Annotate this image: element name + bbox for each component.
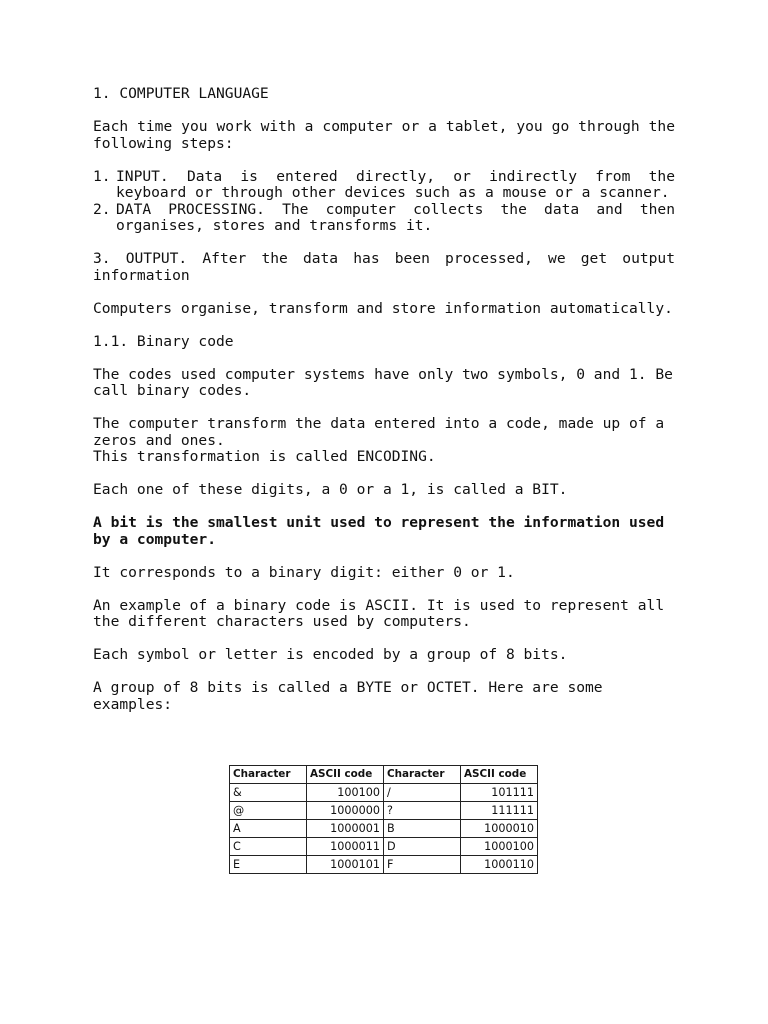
section-heading: 1. COMPUTER LANGUAGE [93, 85, 269, 102]
column-header: ASCII code [307, 766, 384, 784]
steps-list [93, 169, 675, 235]
table-cell: A [230, 820, 307, 838]
table-cell: B [384, 820, 461, 838]
table-cell: 111111 [461, 802, 538, 820]
table-cell: 1000100 [461, 838, 538, 856]
list-item-text: INPUT. Data is entered directly, or indirectly from the keyboard or through other devices such as a mouse or a scanner. [116, 167, 675, 201]
table-cell: F [384, 856, 461, 874]
codes-paragraph: The codes used computer systems have only two symbols, 0 and 1. Be call binary codes. [93, 365, 673, 399]
table-row [230, 820, 538, 838]
table-cell: @ [230, 802, 307, 820]
table-header-row [230, 766, 538, 784]
list-number: 1. [93, 167, 111, 185]
computers-text: Computers organise, transform and store information automatically. [93, 299, 673, 317]
computers-paragraph [93, 301, 675, 318]
table-cell: ? [384, 802, 461, 820]
table-cell: 1000000 [307, 802, 384, 820]
table-cell: E [230, 856, 307, 874]
encoding-line-1: The computer transform the data entered into a code, made up of a zeros and ones. [93, 415, 665, 449]
list-item [93, 169, 675, 202]
intro-paragraph: Each time you work with a computer or a tablet, you go through the following steps: [93, 118, 675, 152]
output-step-paragraph: 3. OUTPUT. After the data has been processed, we get output information [93, 250, 675, 284]
column-header: Character [230, 766, 307, 784]
table-cell: 100100 [307, 784, 384, 802]
table-row [230, 784, 538, 802]
subsection-heading: 1.1. Binary code [93, 332, 234, 350]
table-row [230, 802, 538, 820]
table-cell: D [384, 838, 461, 856]
ascii-paragraph: An example of a binary code is ASCII. It is used to represent all the different characters used by computers. [93, 596, 665, 630]
ascii-table-container [229, 765, 538, 874]
symbol-paragraph: Each symbol or letter is encoded by a group of 8 bits. [93, 646, 568, 663]
list-number: 2. [93, 200, 111, 218]
table-cell: 101111 [461, 784, 538, 802]
table-row [230, 856, 538, 874]
list-item-text: DATA PROCESSING. The computer collects the data and then organises, stores and transforms it. [116, 200, 675, 234]
document-body [93, 86, 675, 730]
bit-paragraph: Each one of these digits, a 0 or a 1, is called a BIT. [93, 481, 568, 498]
table-cell: 1000110 [461, 856, 538, 874]
column-header: ASCII code [461, 766, 538, 784]
table-cell: / [384, 784, 461, 802]
ascii-table [229, 765, 538, 874]
table-cell: C [230, 838, 307, 856]
bit-definition: A bit is the smallest unit used to represent the information used by a computer. [93, 514, 665, 548]
table-cell: 1000010 [461, 820, 538, 838]
encoding-paragraph [93, 416, 675, 466]
table-row [230, 838, 538, 856]
binary-digit-paragraph: It corresponds to a binary digit: either 0 or 1. [93, 563, 515, 581]
byte-paragraph: A group of 8 bits is called a BYTE or OCTET. Here are some examples: [93, 679, 603, 713]
list-item [93, 202, 675, 235]
table-cell: & [230, 784, 307, 802]
table-cell: 1000001 [307, 820, 384, 838]
encoding-line-2: This transformation is called ENCODING. [93, 448, 436, 465]
column-header: Character [384, 766, 461, 784]
table-cell: 1000101 [307, 856, 384, 874]
table-cell: 1000011 [307, 838, 384, 856]
